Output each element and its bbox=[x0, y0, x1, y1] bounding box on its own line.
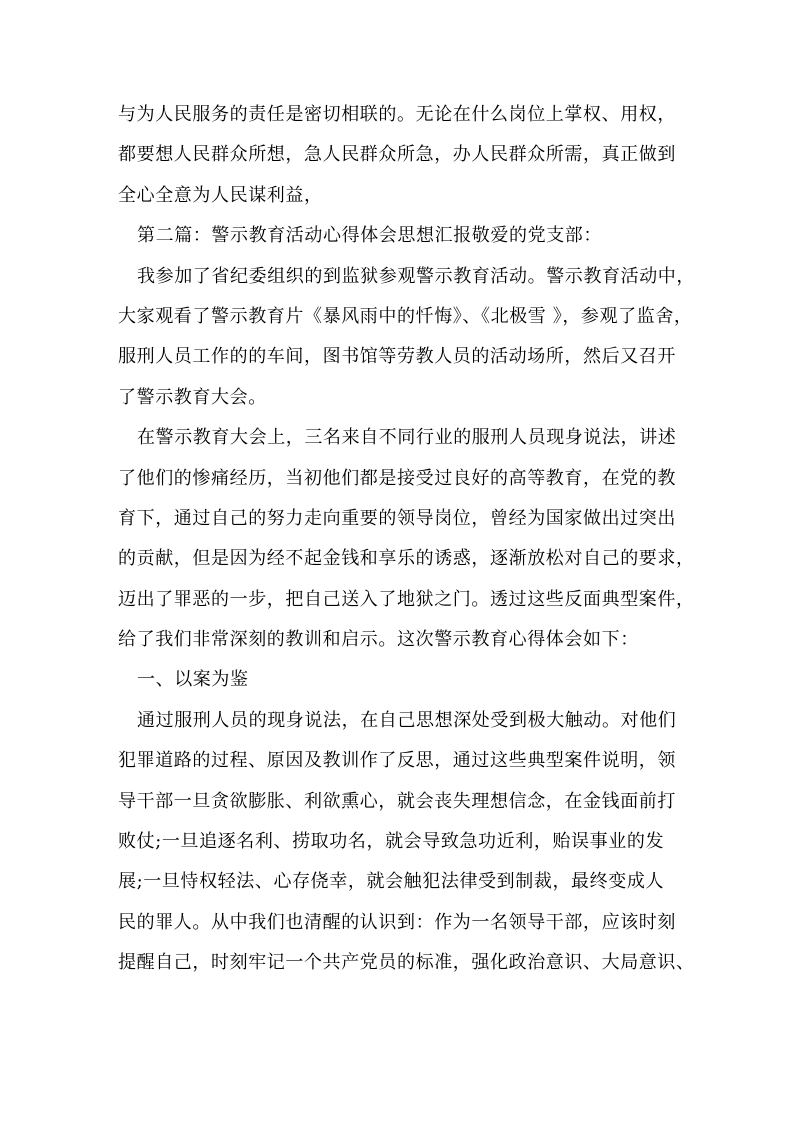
text-line: 败仗;一旦追逐名利、捞取功名，就会导致急功近利，贻误事业的发 bbox=[118, 831, 665, 853]
text-line: 提醒自己，时刻牢记一个共产党员的标准，强化政治意识、大局意识、 bbox=[118, 952, 695, 974]
text-line: 了他们的惨痛经历，当初他们都是接受过良好的高等教育，在党的教 bbox=[118, 467, 676, 489]
text-line: 给了我们非常深刻的教训和启示。这次警示教育心得体会如下： bbox=[118, 629, 639, 651]
text-line: 全心全意为人民谋利益， bbox=[118, 184, 323, 206]
document-body bbox=[118, 95, 695, 984]
text-line: 民的罪人。从中我们也清醒的认识到：作为一名领导干部，应该时刻 bbox=[118, 911, 676, 933]
text-line: 迈出了罪恶的一步，把自己送入了地狱之门。透过这些反面典型案件， bbox=[118, 588, 695, 610]
text-line: 导干部一旦贪欲膨胀、利欲熏心，就会丧失理想信念，在金钱面前打 bbox=[118, 790, 676, 812]
text-line: 展;一旦恃权轻法、心存侥幸，就会触犯法律受到制裁，最终变成人 bbox=[118, 871, 665, 893]
text-line: 与为人民服务的责任是密切相联的。无论在什么岗位上掌权、用权， bbox=[118, 104, 676, 125]
paragraph-start: 我参加了省纪委组织的到监狱参观警示教育活动。警示教育活动中， bbox=[137, 265, 695, 287]
subsection-heading: 一、以案为鉴 bbox=[137, 669, 249, 691]
text-line: 育下，通过自己的努力走向重要的领导岗位，曾经为国家做出过突出 bbox=[118, 507, 676, 529]
paragraph-start: 在警示教育大会上，三名来自不同行业的服刑人员现身说法，讲述 bbox=[137, 427, 677, 449]
text-line: 犯罪道路的过程、原因及教训作了反思，通过这些典型案件说明，领 bbox=[118, 750, 676, 772]
paragraph-start: 通过服刑人员的现身说法，在自己思想深处受到极大触动。对他们 bbox=[137, 709, 677, 731]
text-line: 服刑人员工作的的车间，图书馆等劳教人员的活动场所，然后又召开 bbox=[118, 346, 676, 368]
section-heading: 第二篇：警示教育活动心得体会思想汇报敬爱的党支部： bbox=[137, 225, 602, 247]
text-line: 大家观看了警示教育片《暴风雨中的忏悔》、《北极雪 》，参观了监舍， bbox=[118, 305, 693, 327]
text-line: 了警示教育大会。 bbox=[118, 386, 267, 408]
text-line: 的贡献，但是因为经不起金钱和享乐的诱惑，逐渐放松对自己的要求， bbox=[118, 548, 695, 570]
text-line: 都要想人民群众所想，急人民群众所急，办人民群众所需，真正做到 bbox=[118, 144, 676, 166]
